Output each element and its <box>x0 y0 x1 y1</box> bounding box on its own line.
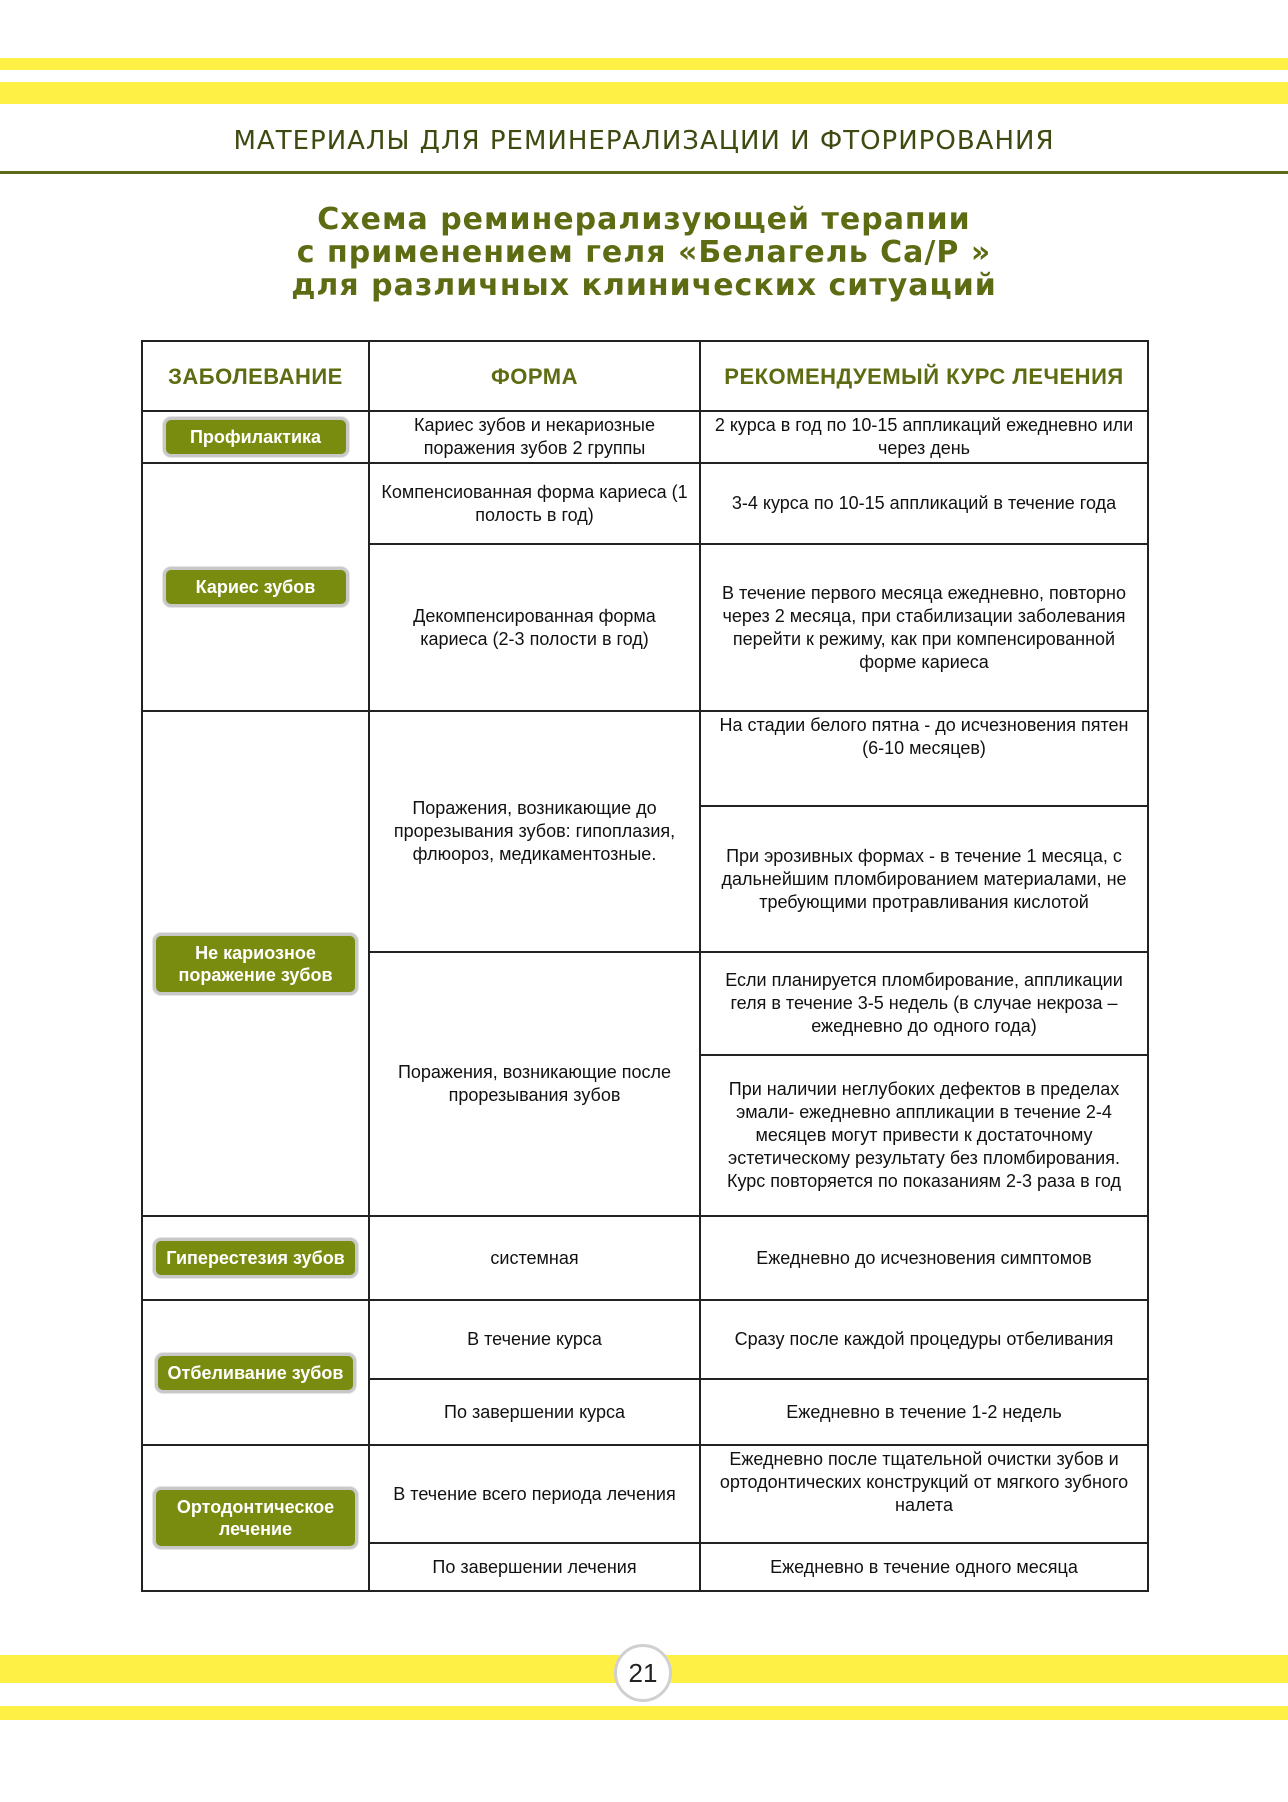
course-cell: Ежедневно в течение 1-2 недель <box>700 1379 1148 1445</box>
course-cell: Если планируется пломбирование, аппликации геля в течение 3-5 недель (в случае некроза – ежедневно до одного года) <box>700 952 1148 1055</box>
form-cell: Кариес зубов и некариозные поражения зубов 2 группы <box>369 411 700 463</box>
table-row <box>142 463 1148 544</box>
therapy-scheme-table <box>141 340 1149 1592</box>
title-line-3: для различных клинических ситуаций <box>291 268 997 303</box>
disease-cell <box>142 1445 369 1591</box>
course-cell: Ежедневно до исчезновения симптомов <box>700 1216 1148 1300</box>
header-disease: ЗАБОЛЕВАНИЕ <box>142 341 369 411</box>
disease-badge-noncarious: Не кариозное поражение зубов <box>153 933 358 995</box>
disease-badge-orthodontic: Ортодонтическое лечение <box>153 1487 358 1549</box>
course-cell: При эрозивных формах - в течение 1 месяца, с дальнейшим пломбированием материалами, не требующими протравливания кислотой <box>700 806 1148 952</box>
disease-cell <box>142 1300 369 1445</box>
table-row <box>142 1445 1148 1543</box>
disease-badge-hyperesthesia: Гиперестезия зубов <box>153 1238 358 1278</box>
page-number: 21 <box>614 1644 672 1702</box>
form-cell: системная <box>369 1216 700 1300</box>
header-course: РЕКОМЕНДУЕМЫЙ КУРС ЛЕЧЕНИЯ <box>700 341 1148 411</box>
course-cell: 3-4 курса по 10-15 аппликаций в течение года <box>700 463 1148 544</box>
header-divider <box>0 171 1288 174</box>
disease-badge-caries: Кариес зубов <box>163 567 349 607</box>
disease-cell <box>142 711 369 1216</box>
form-cell: По завершении лечения <box>369 1543 700 1591</box>
course-cell: Ежедневно после тщательной очистки зубов и ортодонтических конструкций от мягкого зубного налета <box>700 1445 1148 1543</box>
disease-badge-prophylaxis: Профилактика <box>163 417 349 457</box>
table-row <box>142 411 1148 463</box>
course-cell: На стадии белого пятна - до исчезновения пятен (6-10 месяцев) <box>700 711 1148 806</box>
course-cell: Сразу после каждой процедуры отбеливания <box>700 1300 1148 1379</box>
form-cell: По завершении курса <box>369 1379 700 1445</box>
form-cell: В течение всего периода лечения <box>369 1445 700 1543</box>
table-header-row <box>142 341 1148 411</box>
form-cell: Поражения, возникающие после прорезывания зубов <box>369 952 700 1216</box>
table-row <box>142 1216 1148 1300</box>
section-header: МАТЕРИАЛЫ ДЛЯ РЕМИНЕРАЛИЗАЦИИ И ФТОРИРОВАНИЯ <box>233 126 1055 156</box>
table-row <box>142 711 1148 806</box>
title-line-1: Схема реминерализующей терапии <box>317 202 971 237</box>
disease-cell <box>142 411 369 463</box>
form-cell: В течение курса <box>369 1300 700 1379</box>
disease-cell <box>142 463 369 711</box>
form-cell: Поражения, возникающие до прорезывания зубов: гипоплазия, флюороз, медикаментозные. <box>369 711 700 952</box>
title-line-2: с применением геля «Белагель Са/Р » <box>296 235 992 270</box>
bottom-stripe-thin <box>0 1706 1288 1720</box>
course-cell: Ежедневно в течение одного месяца <box>700 1543 1148 1591</box>
course-cell: При наличии неглубоких дефектов в пределах эмали- ежедневно аппликации в течение 2-4 месяцев могут привести к достаточному эстетическому результату без пломбирования. Курс повторяется по показаниям 2-3 раза в год <box>700 1055 1148 1216</box>
form-cell: Компенсиованная форма кариеса (1 полость в год) <box>369 463 700 544</box>
table-row <box>142 1300 1148 1379</box>
document-title <box>0 203 1288 302</box>
disease-badge-whitening: Отбеливание зубов <box>155 1353 357 1393</box>
top-stripe-thin <box>0 58 1288 70</box>
header-form: ФОРМА <box>369 341 700 411</box>
form-cell: Декомпенсированная форма кариеса (2-3 полости в год) <box>369 544 700 711</box>
top-stripe-thick <box>0 82 1288 104</box>
disease-cell <box>142 1216 369 1300</box>
course-cell: В течение первого месяца ежедневно, повторно через 2 месяца, при стабилизации заболевания перейти к режиму, как при компенсированной форме кариеса <box>700 544 1148 711</box>
course-cell: 2 курса в год по 10-15 аппликаций ежедневно или через день <box>700 411 1148 463</box>
